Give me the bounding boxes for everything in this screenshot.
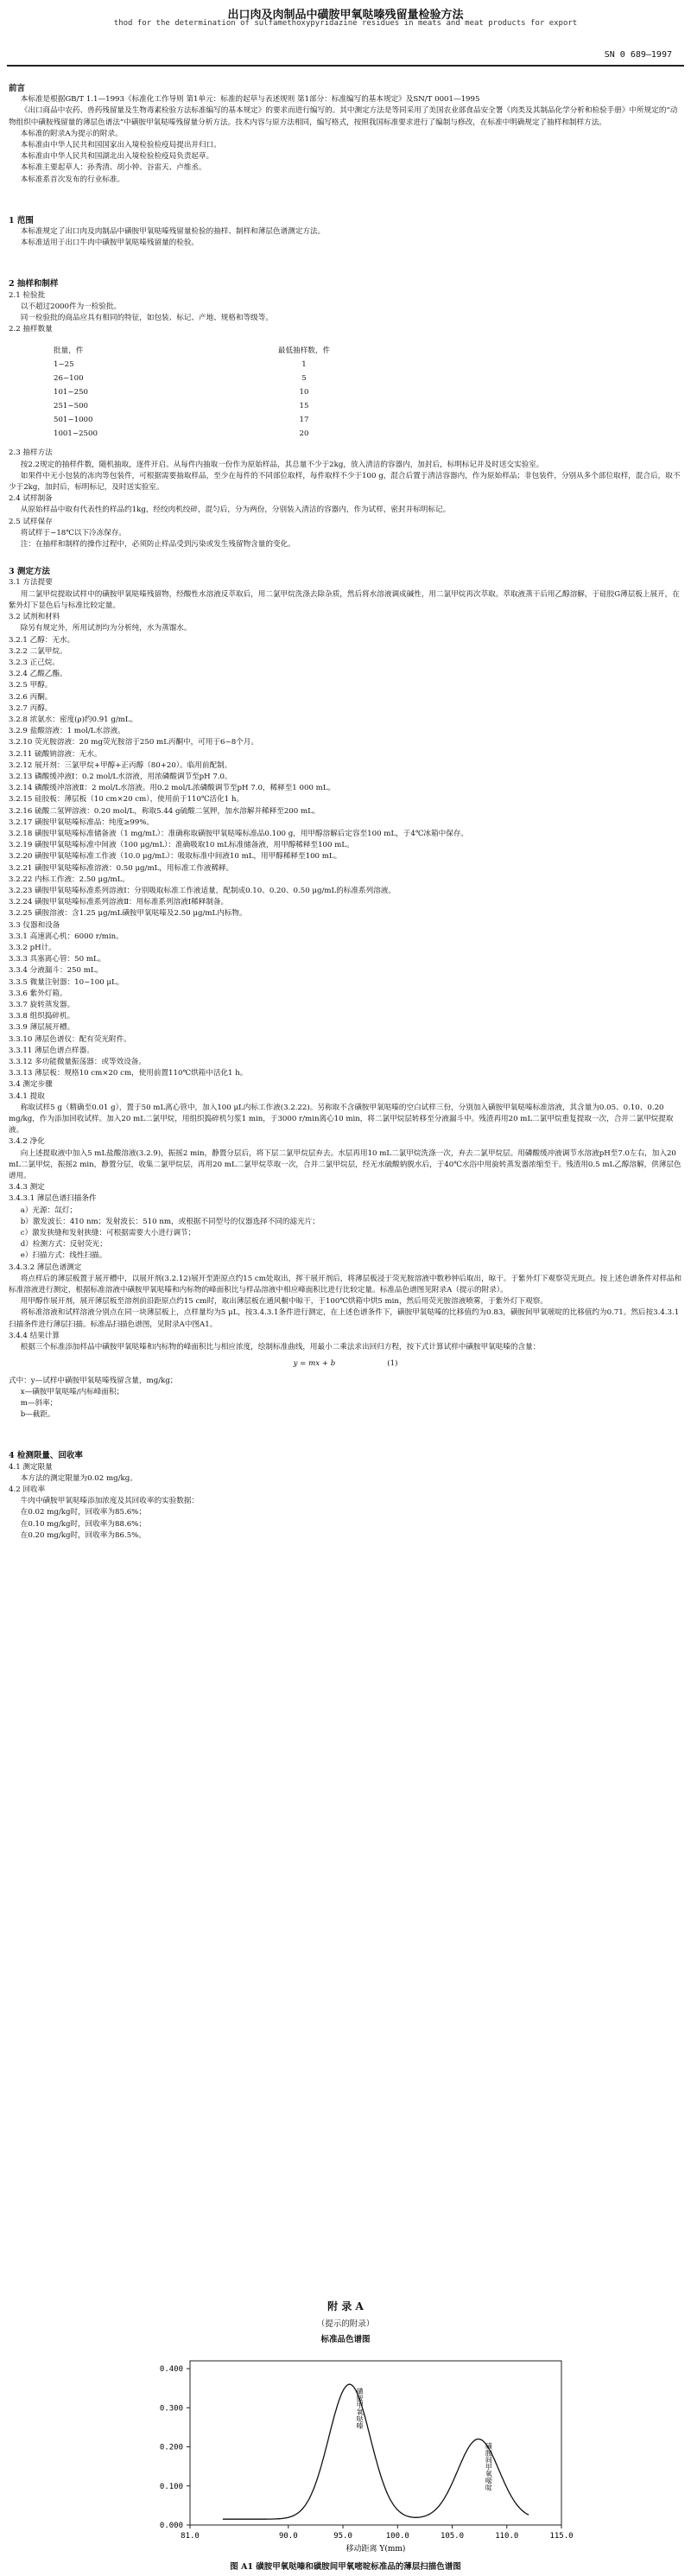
formula-expression: y = mx + b	[293, 1359, 336, 1369]
instrument-item: 3.3.3 具塞离心管：50 mL。	[9, 955, 106, 964]
reagent-item: 3.2.10 荧光胺溶液：20 mg荧光胺溶于250 mL丙酮中，可用于6~8个月。	[9, 738, 258, 747]
instrument-item: 3.3.7 旋转蒸发器。	[9, 1001, 75, 1009]
appendix-chart-title: 标准品色谱图	[320, 2335, 371, 2344]
text-line: 向上述提取液中加入5 mL盐酸溶液(3.2.9)，振摇2 min，静置分层后，将下层二氯甲烷层弃去。水层再用10 mL二氯甲烷洗涤一次，弃去二氯甲烷层。用磷酸缓冲液调节水溶液pH至7.0左右，加入20 mL二氯甲烷，振摇2 min，静置分层，收集二氯甲烷层，再用20 mL二氯甲烷萃取一次，合并二氯甲烷层，经无水硫酸钠脱水后，于40℃水浴中用旋转蒸发器浓缩至干。残渣用0.5 mL乙醇溶解，供薄层色谱用。	[9, 1148, 681, 1181]
table-cell: 10	[299, 387, 309, 397]
reagent-item: 3.2.12 展开剂：三氯甲烷+甲醇+正丙醇（80+20）。临用前配制。	[9, 760, 232, 770]
text-line: 注：在抽样和制样的操作过程中，必须防止样品受到污染或发生残留物含量的变化。	[20, 540, 295, 550]
section-1-line: 本标准适用于出口牛肉中磺胺甲氧哒嗪残留量的检验。	[20, 239, 200, 248]
y-tick-label: 0.000	[159, 2522, 183, 2530]
x-axis-label: 移动距离 Y(mm)	[346, 2545, 406, 2554]
text-line: 本方法的测定限量为0.02 mg/kg。	[20, 1473, 137, 1483]
table-cell: 26~100	[54, 373, 84, 383]
text-line: 用甲醇作展开剂，展开薄层板至溶剂前沿距原点约15 cm时，取出薄层板在通风橱中晾干，于100℃烘箱中烘5 min，然后用荧光胺溶液喷雾，于紫外灯下观察。	[20, 1297, 548, 1307]
peak-label: 磺胺间甲氧嘧啶	[485, 2442, 493, 2491]
table-cell: 1001~2500	[54, 429, 98, 438]
document-body	[9, 83, 682, 1542]
instrument-item: 3.3.10 薄层色谱仪：配有荧光附件。	[9, 1034, 131, 1044]
text-line: 称取试样5 g（精确至0.01 g），置于50 mL离心管中，加入100 μL内标工作液(3.2.22)。另称取不含磺胺甲氧哒嗪的空白试样三份，分别加入磺胺甲氧哒嗪标准溶液，其含量为0.05、0.10、0.20 mg/kg，作为添加回收试样。加入20 mL二氯甲烷，用组织捣碎机匀浆1 min，于3000 r/min离心10 min，将二氯甲烷层转移至分液漏斗中。残渣再用20 mL二氯甲烷重复提取一次，合并二氯甲烷提取液。	[9, 1103, 674, 1135]
subsection-heading: 3.1 方法提要	[9, 578, 53, 588]
text-line: 牛肉中磺胺甲氧哒嗪添加浓度及其回收率的实验数据：	[20, 1497, 200, 1506]
text-line: 用二氯甲烷提取试样中的磺胺甲氧哒嗪残留物，经酸性水溶液反萃取后，用二氯甲烷洗涤去除杂质，然后将水溶液调成碱性，用二氯甲烷再次萃取。萃取液蒸干后用乙醇溶解，于硅胶G薄层板上展开，在紫外灯下显色后与标准比较定量。	[9, 589, 680, 610]
instrument-item: 3.3.11 薄层色谱点样器。	[9, 1046, 94, 1055]
list-item: d）检测方式：反射荧光；	[20, 1240, 107, 1250]
x-tick-label: 110.0	[495, 2532, 519, 2541]
preface-line: 本标准由中华人民共和国国家出入境检验检疫局提出并归口。	[20, 141, 221, 150]
subsection-heading: 2.2 抽样数量	[9, 325, 53, 334]
reagent-item: 3.2.1 乙醇：无水。	[9, 635, 75, 645]
reagent-item: 3.2.19 磺胺甲氧哒嗪标准中间液（100 μg/mL）：准确吸取10 mL标准储备液，用甲醇稀释至100 mL。	[9, 841, 354, 850]
reagent-item: 3.2.24 磺胺甲氧哒嗪标准系列溶液Ⅱ：用标准系列溶液Ⅰ稀释制备。	[9, 898, 229, 907]
table-cell: 501~1000	[54, 415, 93, 424]
table-cell: 1	[301, 359, 307, 369]
standard-number: SN 0 689—1997	[604, 50, 672, 60]
subsection-heading: 3.4.1 提取	[9, 1091, 45, 1101]
text-line: 从原始样品中取有代表性的样品约1kg，经绞肉机绞碎，混匀后，分为两份，分别装入清洁的容器内，作为试样，密封并标明标记。	[20, 506, 451, 515]
reagent-item: 3.2.21 磺胺甲氧哒嗪标准溶液：0.50 μg/mL，用标准工作液稀释。	[9, 863, 234, 873]
preface-line: 本标准主要起草人：孙秀清、胡小钟、谷雷天、卢维丞。	[20, 163, 206, 173]
formula-where-line: b—截距。	[20, 1410, 55, 1420]
reagent-item: 3.2.17 磺胺甲氧哒嗪标准品：纯度≥99%。	[9, 817, 155, 827]
subsection-heading: 3.4.4 结果计算	[9, 1331, 60, 1340]
reagent-item: 3.2.7 丙醇。	[9, 703, 53, 713]
reagent-item: 3.2.22 内标工作液：2.50 μg/mL。	[9, 875, 130, 884]
subsection-heading: 3.4.3.1 薄层色谱扫描条件	[9, 1194, 97, 1204]
section-3-heading: 3 测定方法	[9, 567, 50, 577]
x-tick-label: 115.0	[549, 2532, 574, 2541]
text-line: 按2.2规定的抽样件数，随机抽取，逐件开启。从每件内抽取一份作为原始样品，其总量不少于2kg，放入清洁的容器内，加封后，标明标记并及时送交实验室。	[20, 460, 544, 469]
text-line: 在0.10 mg/kg时，回收率为88.6%；	[20, 1519, 146, 1529]
table-row	[54, 413, 352, 427]
table-cell: 17	[299, 415, 309, 424]
instrument-item: 3.3.4 分液漏斗：250 mL。	[9, 966, 104, 976]
table-row	[54, 427, 352, 441]
text-line: 如果件中无小包装的冻肉等包装件，可根据需要抽取样品，至少在每件的不同部位取样，每件取样不少于100 g，混合后置于清洁容器内，作为原始样品；非包装件，分别从多个部位取样，混合后，取不少于2kg，加封后，标明标记，及时送实验室。	[9, 471, 681, 493]
table-cell: 20	[299, 429, 309, 438]
instrument-item: 3.3.2 pH计。	[9, 943, 56, 952]
x-tick-label: 81.0	[181, 2532, 200, 2541]
reagent-item: 3.2.16 硫酸二氢钾溶液：0.20 mol/L，称取5.44 g硫酸二氢钾，加水溶解并稀释至200 mL。	[9, 806, 320, 816]
instrument-item: 3.3.9 薄层展开槽。	[9, 1023, 75, 1033]
text-line: 除另有规定外，所用试剂均为分析纯，水为蒸馏水。	[20, 624, 192, 633]
section-1-line: 本标准规定了出口肉及肉制品中磺胺甲氧哒嗪残留量检验的抽样、制样和薄层色谱测定方法。	[20, 227, 326, 237]
reagent-item: 3.2.3 正己烷。	[9, 658, 60, 667]
y-tick-label: 0.400	[159, 2365, 183, 2375]
instrument-item: 3.3.8 组织捣碎机。	[9, 1012, 75, 1021]
instrument-item: 3.3.1 高速离心机：6000 r/min。	[9, 932, 124, 941]
y-tick-label: 0.100	[159, 2482, 183, 2491]
subsection-heading: 2.1 检验批	[9, 290, 46, 300]
text-line: 将点样后的薄层板置于展开槽中，以展开剂(3.2.12)展开至距原点约15 cm处取出，挥干展开剂后，将薄层板浸于荧光胺溶液中数秒钟后取出，晾干。于紫外灯下观察荧光斑点。按上述色谱条件对样品和标准溶液进行测定，根据标准溶液中磺胺甲氧哒嗪和内标物的峰面积比与样品溶液中相应峰面积比进行比较定量。标准品色谱图见附录A（提示的附录）。	[9, 1274, 682, 1295]
scan-curve	[223, 2384, 529, 2519]
table-header-row	[54, 344, 352, 358]
section-4-heading: 4 检测限量、回收率	[9, 1451, 83, 1461]
list-item: c）激发狭缝和发射狭缝：可根据需要大小进行调节；	[20, 1229, 196, 1238]
preface-heading: 前言	[9, 84, 26, 93]
table-row	[54, 385, 352, 399]
x-tick-label: 95.0	[333, 2532, 352, 2541]
chromatogram-chart	[130, 2352, 579, 2555]
peak-label: 磺胺甲氧哒嗪	[356, 2388, 365, 2430]
instrument-item: 3.3.5 微量注射器：10~100 μL。	[9, 977, 124, 987]
text-line: 根据三个标准添加样品中磺胺甲氧哒嗪和内标物的峰面积比与相应浓度，绘制标准曲线，用最小二乘法求出回归方程，按下式计算试样中磺胺甲氧哒嗪的含量：	[20, 1343, 541, 1352]
table-header-cell: 批量，件	[54, 346, 84, 355]
reagent-item: 3.2.6 丙酮。	[9, 692, 53, 702]
subsection-heading: 4.2 回收率	[9, 1485, 46, 1494]
table-cell: 5	[301, 373, 307, 383]
section-2-heading: 2 抽样和制样	[9, 279, 59, 289]
reagent-item: 3.2.23 磺胺甲氧哒嗪标准系列溶液Ⅰ：分别吸取标准工作液适量，配制成0.10、0.20、0.50 μg/mL的标准系列溶液。	[9, 886, 396, 895]
subsection-heading: 3.4.2 净化	[9, 1137, 45, 1147]
text-line: 在0.20 mg/kg时，回收率为86.5%。	[20, 1530, 146, 1540]
figure-caption: 图 A1 磺胺甲氧哒嗪和磺胺间甲氧嘧啶标准品的薄层扫描色谱图	[230, 2562, 461, 2572]
text-line: 同一检验批的商品应具有相同的特征，如包装、标记、产地、规格和等级等。	[20, 314, 273, 323]
subsection-heading: 2.3 抽样方法	[9, 448, 53, 458]
reagent-item: 3.2.20 磺胺甲氧哒嗪标准工作液（10.0 μg/mL）：吸取标准中间液10 mL，用甲醇稀释至100 mL。	[9, 852, 342, 862]
subsection-heading: 4.1 测定限量	[9, 1462, 53, 1472]
y-tick-label: 0.300	[159, 2404, 183, 2414]
reagent-item: 3.2.9 盐酸溶液：1 mol/L水溶液。	[9, 727, 125, 736]
x-tick-label: 105.0	[440, 2532, 465, 2541]
sampling-table	[54, 344, 352, 441]
reagent-item: 3.2.2 二氯甲烷。	[9, 646, 67, 656]
subsection-heading: 3.3 仪器和设备	[9, 920, 60, 930]
preface-line: 本标准是根据GB/T 1.1—1993《标准化工作导则 第1单元：标准的起草与表述规则 第1部分：标准编写的基本规定》及SN/T 0001—1995	[20, 95, 480, 105]
formula-where-line: 式中：y—试样中磺胺甲氧哒嗪残留含量，mg/kg；	[9, 1376, 178, 1385]
table-cell: 101~250	[54, 387, 89, 397]
text-line: 将试样于−18℃以下冷冻保存。	[20, 528, 127, 537]
reagent-item: 3.2.5 甲醇。	[9, 681, 53, 690]
preface-line: 本标准系首次发布的行业标准。	[20, 175, 125, 184]
standard-english-title: thod for the determination of sulfamethoxypyridazine residues in meats and meat products for export	[113, 19, 578, 28]
appendix-heading	[0, 2299, 691, 2344]
preface-line: 本标准由中华人民共和国湖北出入境检验检疫局负责起草。	[20, 152, 214, 162]
appendix-subtitle: （提示的附录）	[316, 2319, 375, 2329]
formula-where-line: m—斜率；	[20, 1398, 58, 1408]
reagent-item: 3.2.14 磷酸缓冲溶液Ⅱ：2 mol/L水溶液。用0.2 mol/L浓磷酸调节至pH 7.0，稀释至1 000 mL。	[9, 784, 336, 793]
plot-frame	[190, 2361, 561, 2525]
instrument-item: 3.3.12 多功能微量振荡器：或等效设备。	[9, 1058, 146, 1067]
list-item: e）扫描方式：线性扫描。	[20, 1251, 107, 1261]
text-line: 以不超过2000件为一检验批。	[20, 302, 122, 311]
appendix-title: 附 录 A	[327, 2300, 364, 2312]
reagent-item: 3.2.8 浓氨水：密度(ρ)约0.91 g/mL。	[9, 715, 138, 724]
table-row	[54, 399, 352, 413]
header-rule	[7, 65, 684, 67]
instrument-item: 3.3.13 薄层板：规格10 cm×20 cm，使用前置110℃烘箱中活化1 h。	[9, 1069, 248, 1078]
subsection-heading: 3.2 试剂和材料	[9, 613, 60, 622]
reagent-item: 3.2.18 磺胺甲氧哒嗪标准储备液（1 mg/mL）：准确称取磺胺甲氧哒嗪标准品0.100 g，用甲醇溶解后定容至100 mL，于4℃冰箱中保存。	[9, 829, 468, 838]
text-line: 在0.02 mg/kg时，回收率为85.6%；	[20, 1508, 146, 1517]
subsection-heading: 3.4 测定步骤	[9, 1080, 53, 1090]
table-row	[54, 358, 352, 372]
subsection-heading: 2.4 试样制备	[9, 494, 53, 504]
preface-line: 本标准的附录A为提示的附录。	[20, 129, 123, 138]
list-item: a）光源：氙灯；	[20, 1205, 78, 1215]
table-cell: 15	[299, 401, 309, 410]
preface-line: 《出口商品中农药、兽药残留量及生物毒素检验方法标准编写的基本规定》的要求而进行编写的。其中测定方法是等同采用了美国农业部食品安全署《肉类及其制品化学分析和检验手册》中所规定的“动物组织中磺胺残留量的薄层色谱法”中磺胺甲氧哒嗪残留量分析方法。技术内容与原方法相同，编写格式，按照我国标准要求进行了编制与修改，在标准中明确规定了抽样和制样方法。	[9, 106, 678, 127]
text-line: 将标准溶液和试样溶液分别点在同一块薄层板上，点样量均为5 μL，按3.4.3.1条件进行测定，在上述色谱条件下，磺胺甲氧哒嗪的比移值约为0.83，磺胺间甲氧嘧啶的比移值约为0.71。然后按3.4.3.1扫描条件进行薄层扫描。标准品扫描色谱图，见附录A中图A1。	[9, 1308, 680, 1329]
standard-title: 出口肉及肉制品中磺胺甲氧哒嗪残留量检验方法	[227, 9, 464, 22]
instrument-item: 3.3.6 紫外灯箱。	[9, 989, 67, 998]
list-item: b）激发波长：410 nm；发射波长：510 nm，或根据不同型号的仪器选择不同的滤光片；	[20, 1217, 320, 1226]
reagent-item: 3.2.13 磷酸缓冲液Ⅰ：0.2 mol/L水溶液，用浓磷酸调节至pH 7.0。	[9, 772, 232, 781]
subsection-heading: 3.4.3.2 薄层色谱测定	[9, 1263, 82, 1272]
section-1-heading: 1 范围	[9, 215, 34, 226]
reagent-item: 3.2.11 硫酸钠溶液：无水。	[9, 749, 102, 759]
y-tick-label: 0.200	[159, 2443, 183, 2452]
formula-where-line: x—磺胺甲氧哒嗪/内标峰面积；	[20, 1387, 124, 1396]
subsection-heading: 2.5 试样保存	[9, 517, 53, 526]
subsection-heading: 3.4.3 测定	[9, 1183, 45, 1193]
reagent-item: 3.2.15 硅胶板：薄层板（10 cm×20 cm），使用前于110℃活化1 h。	[9, 795, 244, 805]
table-row	[54, 372, 352, 385]
table-cell: 1~25	[54, 359, 74, 369]
table-header-cell: 最低抽样数，件	[277, 346, 331, 355]
formula-number: (1)	[387, 1359, 398, 1369]
reagent-item: 3.2.25 磺胺溶液：含1.25 μg/mL磺胺甲氧哒嗪及2.50 μg/mL内标物。	[9, 909, 247, 919]
table-cell: 251~500	[54, 401, 89, 410]
x-tick-label: 90.0	[278, 2532, 298, 2541]
formula	[9, 1358, 682, 1370]
reagent-item: 3.2.4 乙酸乙酯。	[9, 670, 67, 679]
x-tick-label: 100.0	[385, 2532, 409, 2541]
